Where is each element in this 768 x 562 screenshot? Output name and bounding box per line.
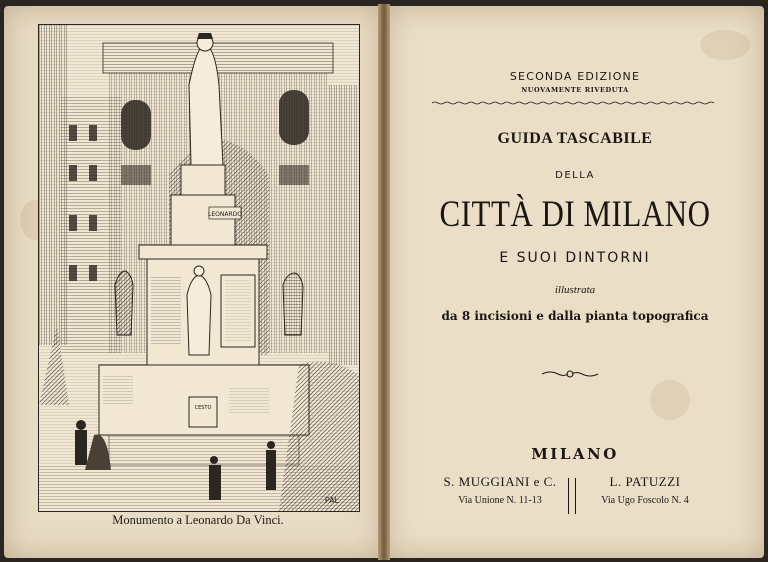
paper-stain: [650, 380, 690, 420]
title-main: CITTÀ DI MILANO: [439, 192, 711, 235]
subtitle: E SUOI DINTORNI: [499, 250, 651, 266]
edition-line: SECONDA EDIZIONE: [509, 70, 641, 83]
illustration-caption: Monumento a Leonardo Da Vinci.: [112, 513, 284, 527]
title-della: DELLA: [555, 170, 595, 181]
publisher-divider: [568, 478, 576, 514]
publisher-name: S. MUGGIANI e C.: [443, 474, 557, 489]
plinth-bottom-label: CESTO: [194, 405, 212, 411]
title-guida: GUIDA TASCABILE: [497, 130, 653, 147]
publisher-address: Via Ugo Foscolo N. 4: [601, 495, 689, 506]
plinth-top-label: LEONARDO: [208, 211, 242, 218]
ornament-flourish: [540, 368, 600, 380]
engraver-signature: PAL: [324, 496, 339, 505]
illustrated-line: illustrata: [554, 284, 596, 296]
right-building: [329, 85, 359, 365]
leonardo-monument-engraving: [39, 25, 359, 511]
publisher-patuzzi: [580, 474, 710, 506]
revised-line: NUOVAMENTE RIVEDUTA: [521, 86, 629, 94]
decorative-rule: [432, 101, 714, 105]
paper-stain: [700, 30, 750, 60]
publisher-address: Via Unione N. 11-13: [458, 495, 542, 506]
publisher-muggiani: [430, 474, 570, 506]
engraving-illustration: [38, 24, 360, 512]
publication-city: MILANO: [531, 445, 619, 463]
publisher-name: L. PATUZZI: [609, 474, 681, 489]
illustrations-line: da 8 incisioni e dalla pianta topografica: [441, 309, 709, 323]
